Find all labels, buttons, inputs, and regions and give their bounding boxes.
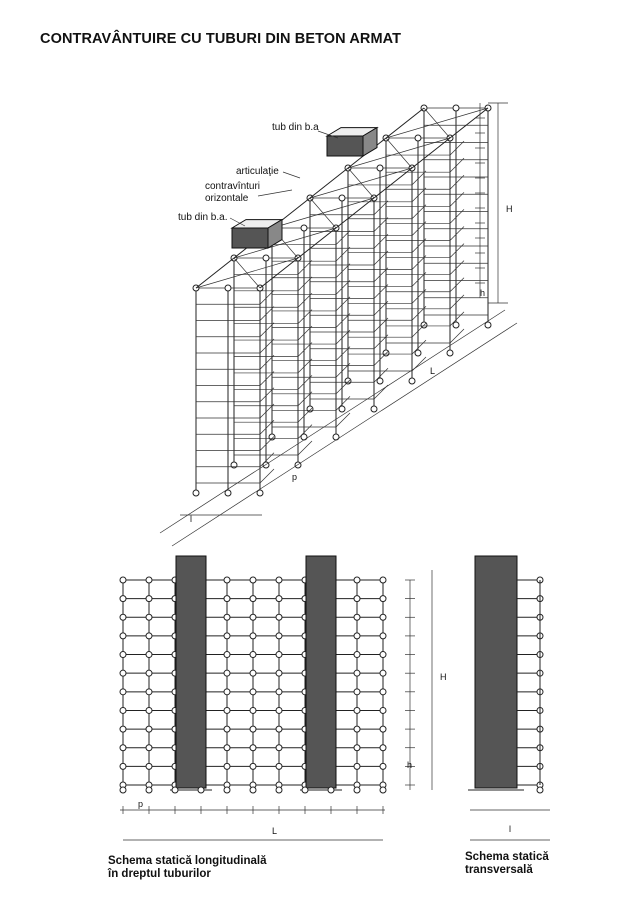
longitudinal-static-scheme — [120, 556, 432, 840]
iso-top-node — [453, 105, 459, 111]
long-hinge-node — [224, 707, 230, 713]
iso-tube-lower — [232, 220, 282, 248]
iso-support-node — [345, 378, 351, 384]
long-hinge-node — [224, 670, 230, 676]
iso-support-node — [409, 378, 415, 384]
long-hinge-node — [224, 614, 230, 620]
isometric-building-view — [160, 103, 517, 546]
dim-long-H: H — [440, 672, 447, 682]
iso-top-beam — [310, 168, 348, 198]
long-hinge-node — [146, 726, 152, 732]
iso-side-diagonal — [450, 295, 464, 309]
caption-longitudinal — [108, 855, 266, 881]
long-hinge-node — [354, 689, 360, 695]
long-hinge-node — [146, 596, 152, 602]
iso-support-node — [415, 350, 421, 356]
long-hinge-node — [354, 707, 360, 713]
long-hinge-node — [146, 577, 152, 583]
iso-horizontal-brace — [386, 138, 412, 168]
long-hinge-node — [120, 614, 126, 620]
long-hinge-node — [224, 577, 230, 583]
long-hinge-node — [250, 670, 256, 676]
long-hinge-node — [250, 633, 256, 639]
transversal-static-scheme — [468, 556, 550, 840]
long-tube-1 — [176, 556, 206, 788]
long-support-node — [250, 787, 256, 793]
long-hinge-node — [120, 726, 126, 732]
long-hinge-node — [276, 577, 282, 583]
long-hinge-node — [354, 596, 360, 602]
long-hinge-node — [276, 726, 282, 732]
iso-top-node — [339, 195, 345, 201]
iso-support-node — [333, 434, 339, 440]
long-hinge-node — [276, 689, 282, 695]
long-hinge-node — [380, 689, 386, 695]
long-hinge-node — [146, 707, 152, 713]
long-hinge-node — [380, 670, 386, 676]
iso-support-node — [307, 406, 313, 412]
long-support-node — [198, 787, 204, 793]
dim-long-p: p — [138, 799, 144, 809]
dim-iso-L: L — [430, 366, 436, 376]
caption-longitudinal-line1: Schema statică longitudinală — [108, 855, 267, 867]
long-support-node — [224, 787, 230, 793]
long-hinge-node — [120, 596, 126, 602]
iso-top-beam — [196, 258, 234, 288]
long-hinge-node — [380, 745, 386, 751]
long-support-node — [328, 787, 334, 793]
long-hinge-node — [250, 689, 256, 695]
long-hinge-node — [224, 726, 230, 732]
long-hinge-node — [146, 633, 152, 639]
long-hinge-node — [250, 652, 256, 658]
long-hinge-node — [250, 614, 256, 620]
iso-side-diagonal — [450, 158, 464, 172]
iso-frame — [231, 228, 336, 468]
iso-top-node — [263, 255, 269, 261]
long-hinge-node — [276, 707, 282, 713]
dim-iso-l: l — [190, 514, 192, 524]
long-hinge-node — [224, 745, 230, 751]
iso-frame — [307, 168, 412, 412]
caption-transversal-line1: Schema statică — [465, 851, 549, 863]
long-hinge-node — [120, 652, 126, 658]
long-support-node — [302, 787, 308, 793]
iso-support-node — [257, 490, 263, 496]
iso-frame — [345, 138, 450, 384]
iso-callouts — [178, 122, 338, 226]
dim-iso-h: h — [480, 288, 486, 298]
iso-side-diagonal — [374, 352, 388, 366]
long-hinge-node — [276, 763, 282, 769]
page-title: CONTRAVÂNTUIRE CU TUBURI DIN BETON ARMAT — [40, 31, 402, 47]
long-support-node — [380, 787, 386, 793]
iso-side-diagonal — [450, 141, 464, 155]
iso-side-diagonal — [450, 175, 464, 189]
long-hinge-node — [354, 670, 360, 676]
long-hinge-node — [354, 614, 360, 620]
long-support-node — [276, 787, 282, 793]
long-hinge-node — [354, 652, 360, 658]
iso-length-dim-line — [160, 310, 505, 533]
trans-support-node — [537, 787, 543, 793]
long-support-node — [120, 787, 126, 793]
long-hinge-node — [250, 763, 256, 769]
iso-tube-upper-front — [327, 136, 363, 156]
iso-support-node — [371, 406, 377, 412]
long-hinge-node — [120, 689, 126, 695]
label-articulation: articulaţie — [236, 166, 279, 177]
iso-frame — [383, 108, 488, 356]
long-hinge-node — [380, 633, 386, 639]
long-hinge-node — [276, 745, 282, 751]
iso-support-node — [377, 378, 383, 384]
long-hinge-node — [354, 633, 360, 639]
long-hinge-node — [276, 614, 282, 620]
iso-top-node — [377, 165, 383, 171]
long-support-node — [354, 787, 360, 793]
long-hinge-node — [380, 577, 386, 583]
iso-horizontal-brace — [234, 258, 260, 288]
long-hinge-node — [276, 670, 282, 676]
iso-support-node — [225, 490, 231, 496]
iso-side-diagonal — [412, 323, 426, 337]
long-hinge-node — [380, 726, 386, 732]
long-hinge-node — [250, 596, 256, 602]
long-hinge-node — [380, 614, 386, 620]
long-hinge-node — [146, 614, 152, 620]
long-hinge-node — [354, 763, 360, 769]
long-hinge-node — [146, 652, 152, 658]
long-hinge-node — [250, 726, 256, 732]
caption-longitudinal-line2: în dreptul tuburilor — [108, 868, 211, 880]
long-hinge-node — [354, 745, 360, 751]
long-hinge-node — [120, 707, 126, 713]
iso-support-node — [447, 350, 453, 356]
iso-top-node — [301, 225, 307, 231]
long-hinge-node — [276, 596, 282, 602]
trans-tube — [475, 556, 517, 788]
long-hinge-node — [120, 745, 126, 751]
iso-horizontal-brace — [424, 108, 450, 138]
dim-long-L: L — [272, 826, 278, 836]
iso-horizontal-brace — [310, 198, 336, 228]
long-hinge-node — [120, 763, 126, 769]
long-hinge-node — [224, 689, 230, 695]
caption-transversal — [465, 851, 549, 877]
long-hinge-node — [224, 652, 230, 658]
long-hinge-node — [146, 763, 152, 769]
long-hinge-node — [276, 652, 282, 658]
long-hinge-node — [146, 745, 152, 751]
long-hinge-node — [250, 707, 256, 713]
label-tube-bottom: tub din b.a. — [178, 212, 228, 223]
long-hinge-node — [120, 633, 126, 639]
iso-side-diagonal — [450, 261, 464, 275]
long-hinge-node — [380, 763, 386, 769]
dim-iso-p: p — [292, 472, 298, 482]
long-hinge-node — [354, 577, 360, 583]
iso-side-diagonal — [260, 469, 274, 483]
dim-trans-l: l — [509, 824, 511, 834]
long-hinge-node — [380, 707, 386, 713]
long-hinge-node — [380, 596, 386, 602]
long-hinge-node — [224, 596, 230, 602]
iso-support-node — [269, 434, 275, 440]
long-support-node — [146, 787, 152, 793]
iso-support-node — [383, 350, 389, 356]
long-support-node — [172, 787, 178, 793]
long-hinge-node — [250, 745, 256, 751]
dim-long-h: h — [407, 760, 413, 770]
label-tube-top: tub din b.a — [272, 122, 319, 133]
iso-support-node — [453, 322, 459, 328]
iso-horizontal-brace — [348, 168, 374, 198]
long-hinge-node — [380, 652, 386, 658]
iso-side-diagonal — [450, 278, 464, 292]
long-hinge-node — [120, 670, 126, 676]
long-hinge-node — [224, 633, 230, 639]
long-hinge-node — [146, 670, 152, 676]
iso-top-node — [225, 285, 231, 291]
iso-top-node — [415, 135, 421, 141]
long-hinge-node — [276, 633, 282, 639]
dim-iso-H: H — [506, 204, 513, 214]
iso-tube-lower-front — [232, 228, 268, 248]
iso-top-beam — [386, 108, 424, 138]
caption-transversal-line2: transversală — [465, 864, 533, 876]
long-tube-2 — [306, 556, 336, 788]
iso-side-diagonal — [298, 441, 312, 455]
long-hinge-node — [354, 726, 360, 732]
label-horizontal-bracing-2: orizontale — [205, 193, 249, 204]
label-horizontal-bracing-1: contravînturi — [205, 181, 261, 192]
long-hinge-node — [250, 577, 256, 583]
long-hinge-node — [120, 577, 126, 583]
iso-tube-upper — [327, 128, 377, 156]
iso-support-node — [485, 322, 491, 328]
iso-frame — [269, 198, 374, 440]
long-hinge-node — [224, 763, 230, 769]
iso-support-node — [193, 490, 199, 496]
long-hinge-node — [146, 689, 152, 695]
